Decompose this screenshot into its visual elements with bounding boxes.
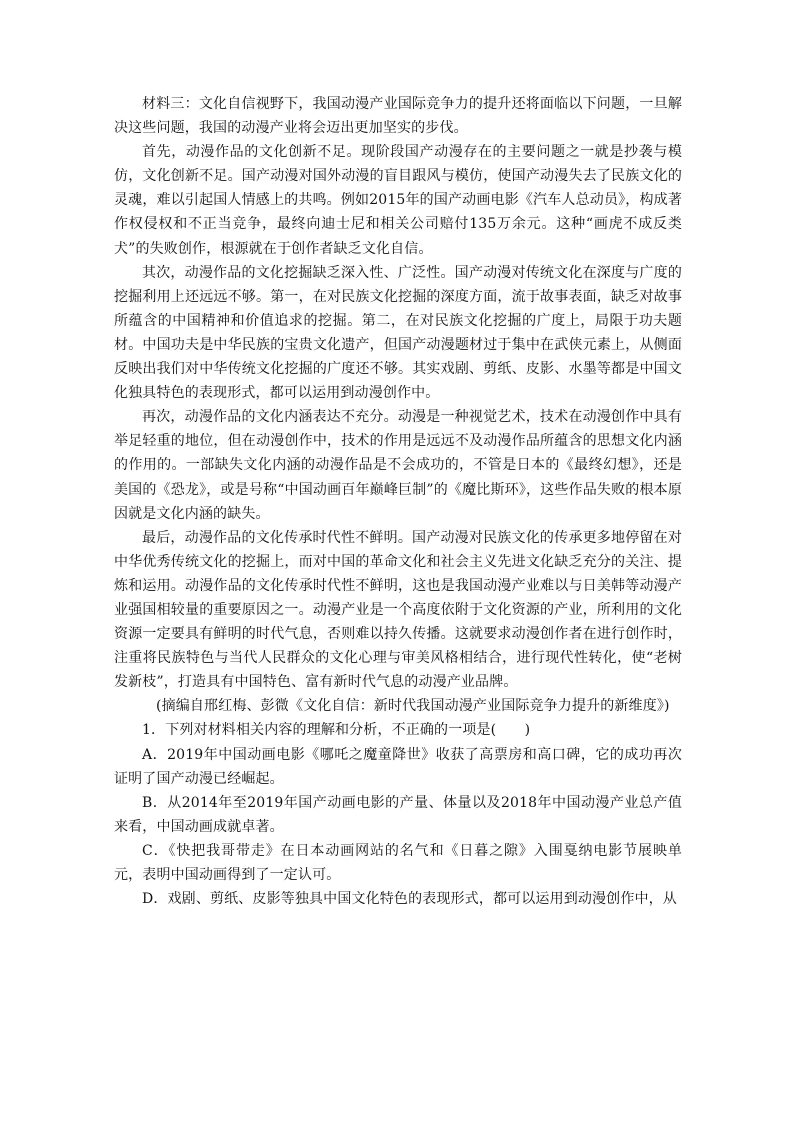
option-c: C．《快把我哥带走》在日本动画网站的名气和《日暮之隙》入围戛纳电影节展映单元，表明中国动画得到了一定认可。 — [114, 842, 682, 883]
paragraph-last-point: 最后，动漫作品的文化传承时代性不鲜明。国产动漫对民族文化的传承更多地停留在对中华优秀传统文化的挖掘上，而对中国的革命文化和社会主义先进文化缺乏充分的关注、提炼和运用。动漫作品的文化传承时代性不鲜明，这也是我国动漫产业难以与日美韩等动漫产业强国相较量的重要原因之一。动漫产业是一个高度依附于文化资源的产业，所利用的文化资源一定要具有鲜明的时代气息，否则难以持久传播。这就要求动漫创作者在进行创作时，注重将民族特色与当代人民群众的文化心理与审美风格相结合，进行现代性转化，使“老树发新枝”，打造具有中国特色、富有新时代气息的动漫产业品牌。 — [114, 529, 682, 691]
document-page — [114, 92, 682, 911]
question-stem: 1．下列对材料相关内容的理解和分析，不正确的一项是( ) — [142, 722, 531, 739]
paragraph-second-point: 其次，动漫作品的文化挖掘缺乏深入性、广泛性。国产动漫对传统文化在深度与广度的挖掘利用上还远远不够。第一，在对民族文化挖掘的深度方面，流于故事表面，缺乏对故事所蕴含的中国精神和价值追求的挖掘。第二，在对民族文化挖掘的广度上，局限于功夫题材。中国功夫是中华民族的宝贵文化遗产，但国产动漫题材过于集中在武侠元素上，从侧面反映出我们对中华传统文化挖掘的广度还不够。其实戏剧、剪纸、皮影、水墨等都是中国文化独具特色的表现形式，都可以运用到动漫创作中。 — [114, 264, 682, 402]
option-a: A．2019年中国动画电影《哪吒之魔童降世》收获了高票房和高口碑，它的成功再次证明了国产动漫已经崛起。 — [114, 746, 682, 787]
option-d: D．戏剧、剪纸、皮影等独具中国文化特色的表现形式，都可以运用到动漫创作中，从 — [142, 891, 677, 908]
paragraph-first-point: 首先，动漫作品的文化创新不足。现阶段国产动漫存在的主要问题之一就是抄袭与模仿，文化创新不足。国产动漫对国外动漫的盲目跟风与模仿，使国产动漫失去了民族文化的灵魂，难以引起国人情感上的共鸣。例如2015年的国产动画电影《汽车人总动员》，构成著作权侵权和不正当竞争，最终向迪士尼和相关公司赔付135万余元。这种“画虎不成反类犬”的失败创作，根源就在于创作者缺乏文化自信。 — [114, 144, 682, 257]
source-citation: (摘编自邢红梅、彭微《文化自信：新时代我国动漫产业国际竞争力提升的新维度》) — [156, 698, 670, 715]
paragraph-intro: 材料三：文化自信视野下，我国动漫产业国际竞争力的提升还将面临以下问题，一旦解决这些问题，我国的动漫产业将会迈出更加坚实的步伐。 — [114, 96, 682, 137]
option-b: B．从2014年至2019年国产动画电影的产量、体量以及2018年中国动漫产业总产值来看，中国动画成就卓著。 — [114, 794, 682, 835]
paragraph-third-point: 再次，动漫作品的文化内涵表达不充分。动漫是一种视觉艺术，技术在动漫创作中具有举足轻重的地位，但在动漫创作中，技术的作用是远远不及动漫作品所蕴含的思想文化内涵的作用的。一部缺失文化内涵的动漫作品是不会成功的，不管是日本的《最终幻想》，还是美国的《恐龙》，或是号称“中国动画百年巅峰巨制”的《魔比斯环》，这些作品失败的根本原因就是文化内涵的缺失。 — [114, 409, 682, 522]
